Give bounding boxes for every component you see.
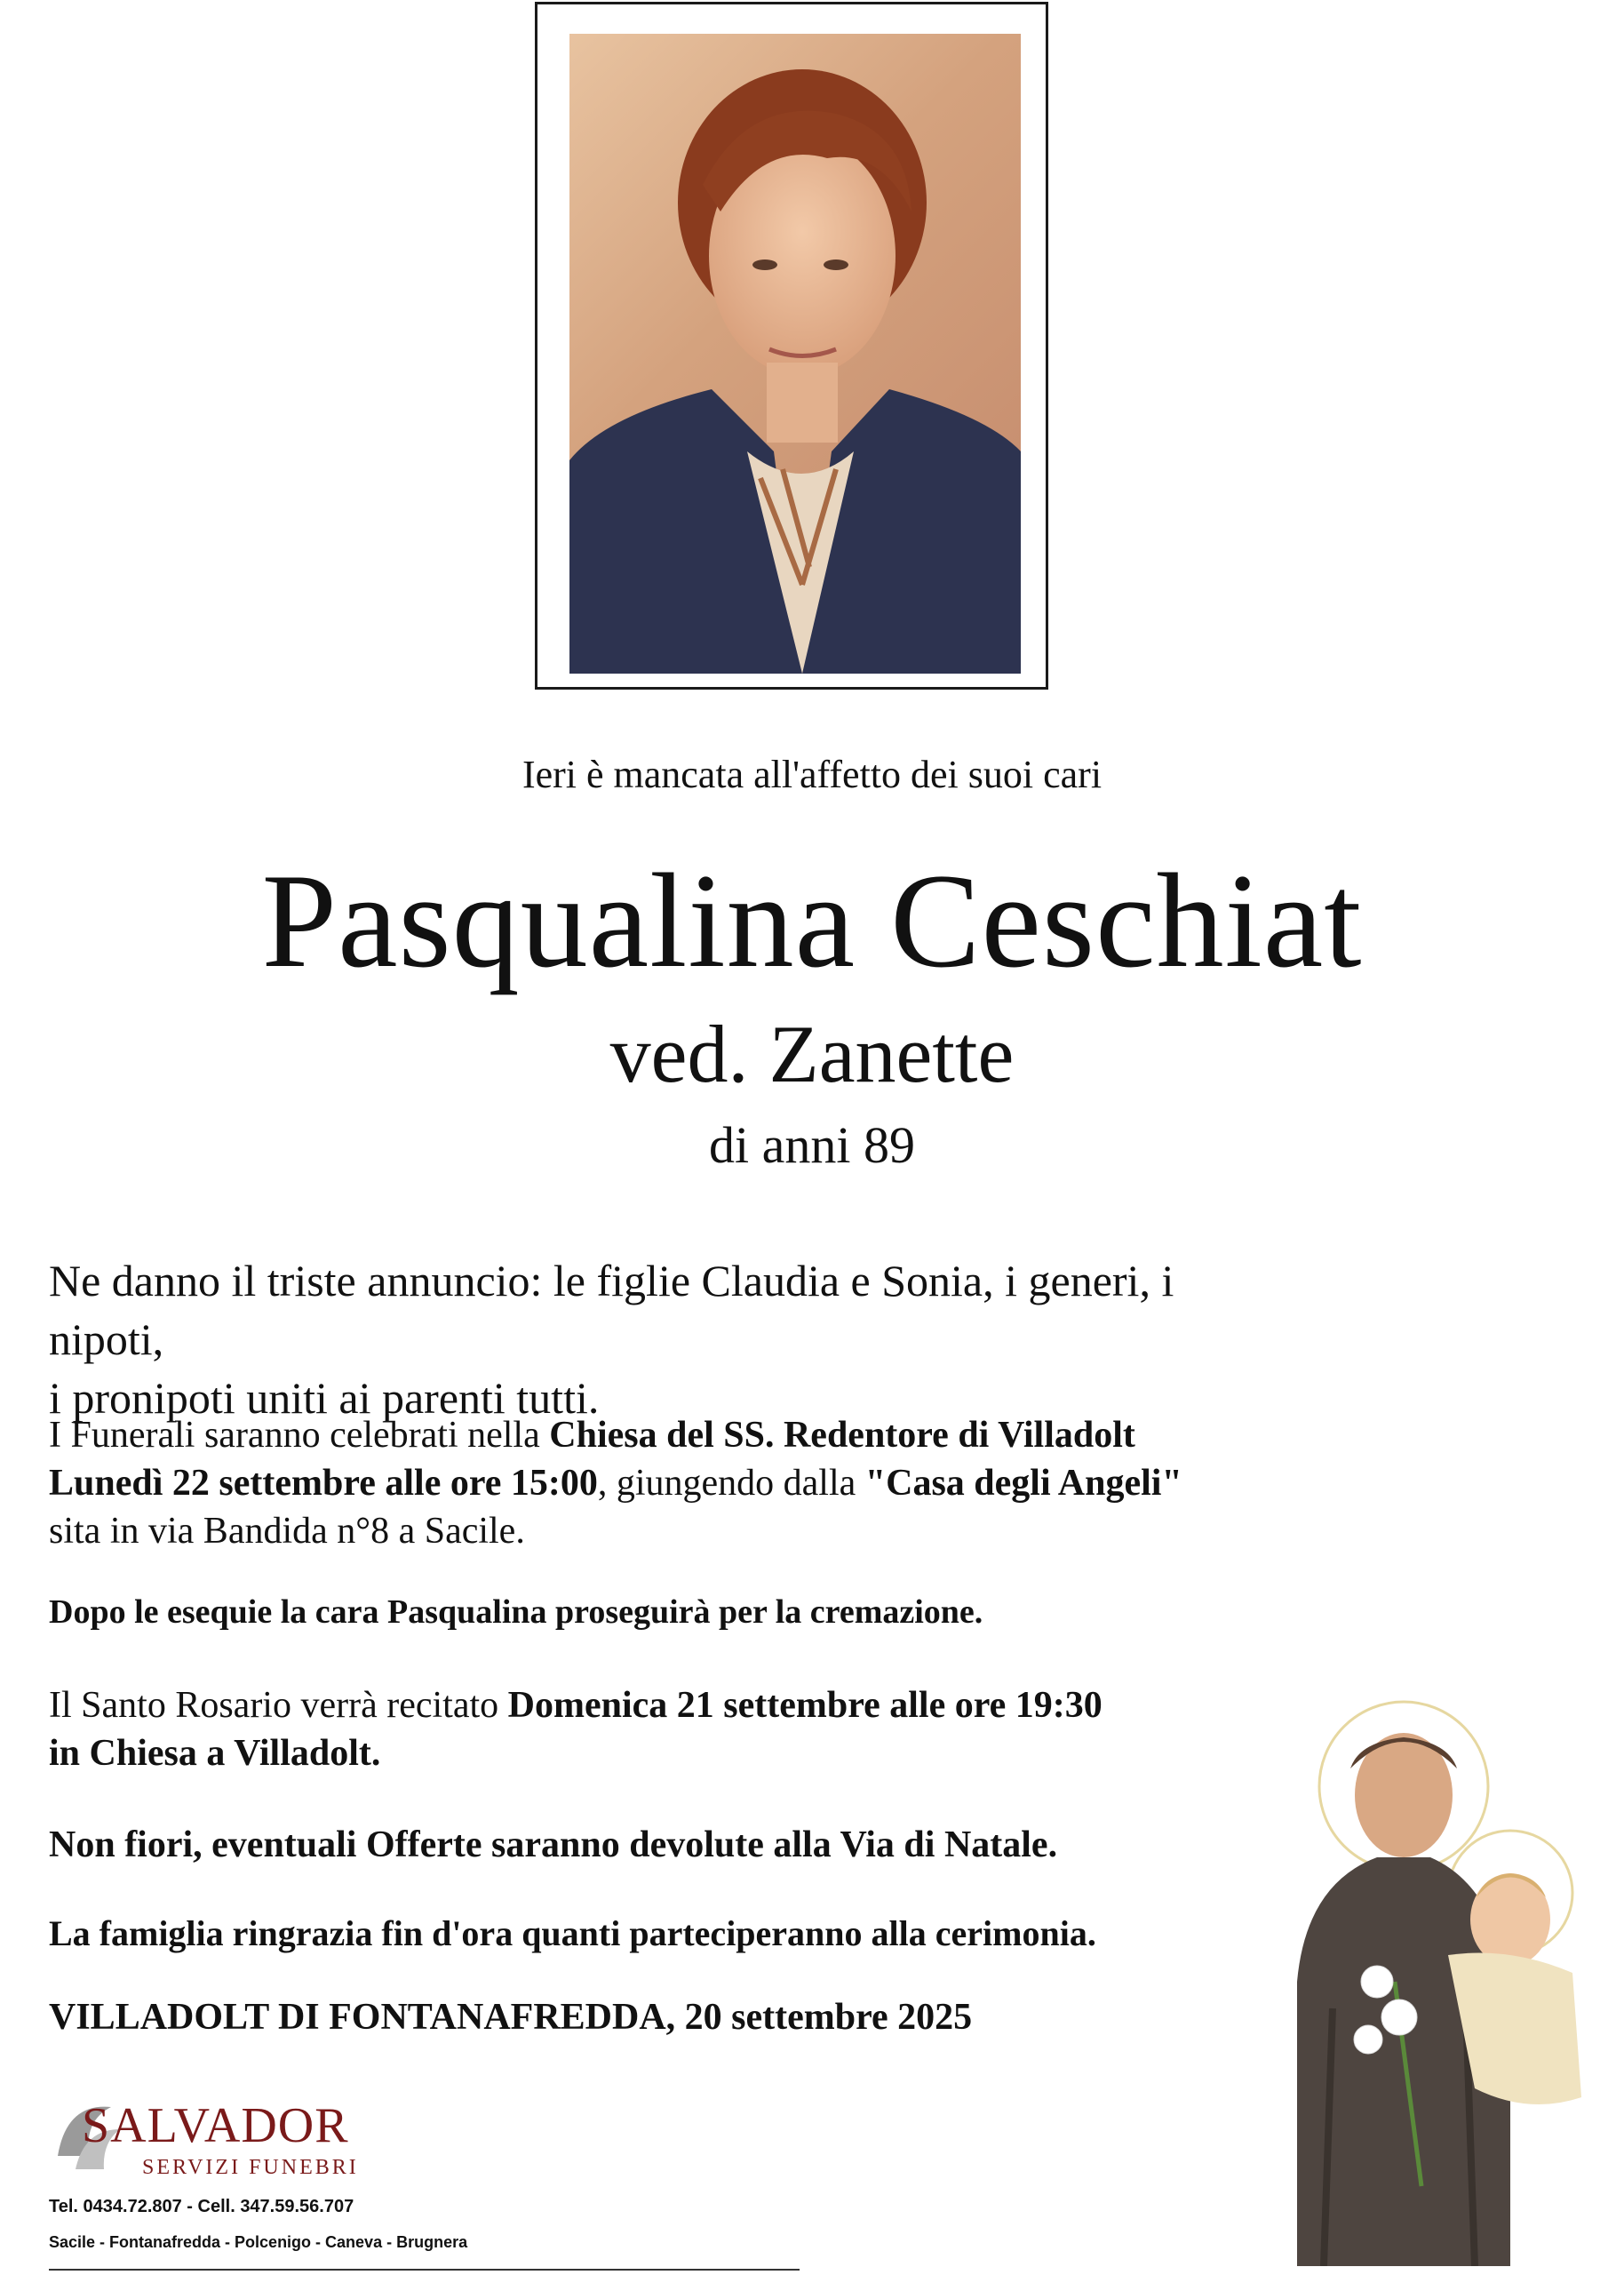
funeral-from: , giungendo dalla bbox=[597, 1463, 865, 1504]
rosary-info bbox=[49, 1681, 1275, 1777]
announcement-line2: i pronipoti uniti ai parenti tutti. bbox=[49, 1373, 600, 1423]
age-text: di anni 89 bbox=[709, 1116, 915, 1174]
place-date: VILLADOLT DI FONTANAFREDDA, 20 settembre 2025 bbox=[49, 1997, 973, 2038]
rosary-place: in Chiesa a Villadolt. bbox=[49, 1733, 381, 1774]
announcement-line1: Ne danno il triste annuncio: le figlie Claudia e Sonia, i generi, i nipoti, bbox=[49, 1256, 1174, 1364]
funeral-info bbox=[49, 1411, 1275, 1555]
rosary-intro: Il Santo Rosario verrà recitato bbox=[49, 1685, 508, 1726]
cremation-note: Dopo le esequie la cara Pasqualina proseguirà per la cremazione. bbox=[49, 1593, 983, 1631]
funeral-church: Chiesa del SS. Redentore di Villadolt bbox=[549, 1415, 1135, 1456]
announcement bbox=[49, 1251, 1275, 1427]
intro-text: Ieri è mancata all'affetto dei suoi cari bbox=[521, 753, 1103, 796]
married-name: ved. Zanette bbox=[609, 1009, 1015, 1099]
contact-phone: Tel. 0434.72.807 - Cell. 347.59.56.707 bbox=[49, 2197, 354, 2216]
logo-subtitle: SERVIZI FUNEBRI bbox=[142, 2156, 359, 2179]
service-towns: Sacile - Fontanafredda - Polcenigo - Caneva - Brugnera bbox=[49, 2233, 468, 2251]
funeral-address: sita in via Bandida n°8 a Sacile. bbox=[49, 1511, 525, 1552]
portrait-frame bbox=[535, 2, 1048, 690]
funeral-house: "Casa degli Angeli" bbox=[864, 1463, 1182, 1504]
flowers-note: Non fiori, eventuali Offerte saranno devolute alla Via di Natale. bbox=[49, 1824, 1058, 1865]
deceased-name: Pasqualina Ceschiat bbox=[261, 846, 1363, 995]
rosary-datetime: Domenica 21 settembre alle ore 19:30 bbox=[507, 1685, 1103, 1726]
thanks-note: La famiglia ringrazia fin d'ora quanti parteciperanno alla cerimonia. bbox=[49, 1913, 1096, 1953]
funeral-intro: I Funerali saranno celebrati nella bbox=[49, 1415, 550, 1456]
funeral-datetime: Lunedì 22 settembre alle ore 15:00 bbox=[49, 1463, 598, 1504]
logo-title: SALVADOR bbox=[82, 2098, 349, 2153]
footer-divider bbox=[49, 2269, 800, 2271]
portrait-photo bbox=[569, 34, 1021, 674]
saint-anthony-image bbox=[1244, 1688, 1617, 2266]
